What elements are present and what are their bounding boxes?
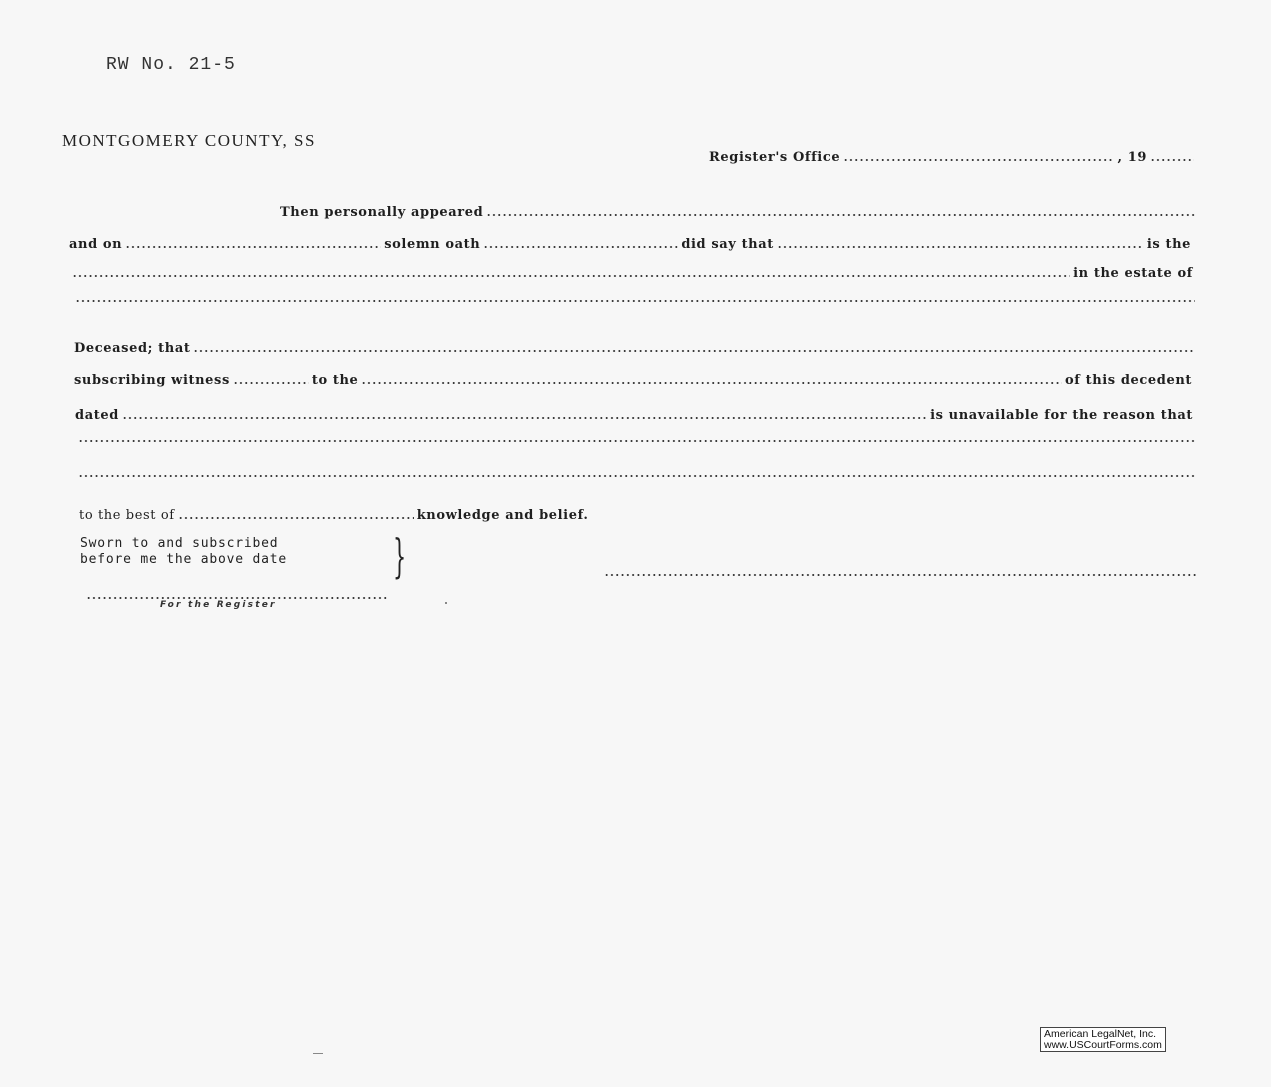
estate-row bbox=[72, 266, 1196, 281]
is-the-label: is the bbox=[1146, 237, 1191, 252]
year-prefix-label: , 19 bbox=[1117, 150, 1147, 165]
solemn-oath-field[interactable] bbox=[483, 246, 678, 248]
scan-mark bbox=[313, 1053, 323, 1054]
unavailable-label: is unavailable for the reason that bbox=[930, 408, 1193, 423]
reason-field-2[interactable] bbox=[78, 475, 1196, 477]
curly-brace-icon: } bbox=[393, 529, 407, 583]
did-say-label: did say that bbox=[681, 237, 774, 252]
solemn-oath-label: solemn oath bbox=[384, 237, 481, 252]
appeared-row bbox=[277, 205, 1195, 220]
jurat-line-1: Sworn to and subscribed bbox=[80, 536, 279, 551]
dated-label: dated bbox=[75, 408, 119, 423]
scan-mark bbox=[445, 602, 447, 604]
to-the-label: to the bbox=[311, 373, 359, 388]
deceased-that-field[interactable] bbox=[193, 350, 1195, 352]
register-office-label: Register's Office bbox=[709, 150, 841, 165]
register-office-date-field[interactable] bbox=[843, 159, 1114, 161]
register-caption: For the Register bbox=[160, 600, 277, 610]
and-on-field[interactable] bbox=[125, 246, 381, 248]
reason-row-2 bbox=[78, 475, 1196, 478]
dated-field[interactable] bbox=[122, 417, 927, 419]
affiant-signature-field[interactable] bbox=[604, 574, 1198, 576]
publisher-box bbox=[1040, 1027, 1166, 1052]
oath-row bbox=[66, 237, 1194, 252]
reason-field-1[interactable] bbox=[78, 440, 1196, 442]
estate-of-label: in the estate of bbox=[1073, 266, 1193, 281]
deceased-label: Deceased; that bbox=[74, 341, 191, 356]
jurat-line-2: before me the above date bbox=[80, 552, 288, 567]
deceased-row bbox=[71, 341, 1195, 356]
appeared-label: Then personally appeared bbox=[280, 205, 484, 220]
dated-row bbox=[72, 408, 1196, 423]
reason-row-1 bbox=[78, 440, 1196, 443]
decedent-name-field[interactable] bbox=[75, 300, 1195, 302]
decedent-name-row bbox=[75, 300, 1195, 303]
and-on-label: and on bbox=[69, 237, 123, 252]
witness-field[interactable] bbox=[233, 382, 309, 384]
publisher-name: American LegalNet, Inc. bbox=[1044, 1028, 1157, 1040]
best-of-label: to the best of bbox=[79, 508, 175, 523]
knowledge-row bbox=[76, 508, 591, 523]
publisher-website[interactable]: www.USCourtForms.com bbox=[1044, 1038, 1162, 1051]
form-number: RW No. 21-5 bbox=[106, 55, 236, 75]
instrument-field[interactable] bbox=[361, 382, 1062, 384]
witness-row bbox=[71, 373, 1195, 388]
did-say-field[interactable] bbox=[777, 246, 1144, 248]
witness-label: subscribing witness bbox=[74, 373, 230, 388]
best-of-field[interactable] bbox=[178, 517, 414, 519]
decedent-label: of this decedent bbox=[1065, 373, 1192, 388]
year-field[interactable] bbox=[1150, 159, 1194, 161]
register-office-row bbox=[706, 150, 1194, 165]
register-signature-field[interactable] bbox=[86, 597, 389, 599]
role-field[interactable] bbox=[72, 275, 1070, 277]
appeared-name-field[interactable] bbox=[486, 214, 1195, 216]
county-heading: MONTGOMERY COUNTY, SS bbox=[62, 131, 316, 150]
jurat-text bbox=[80, 536, 287, 568]
knowledge-label: knowledge and belief. bbox=[416, 508, 589, 523]
